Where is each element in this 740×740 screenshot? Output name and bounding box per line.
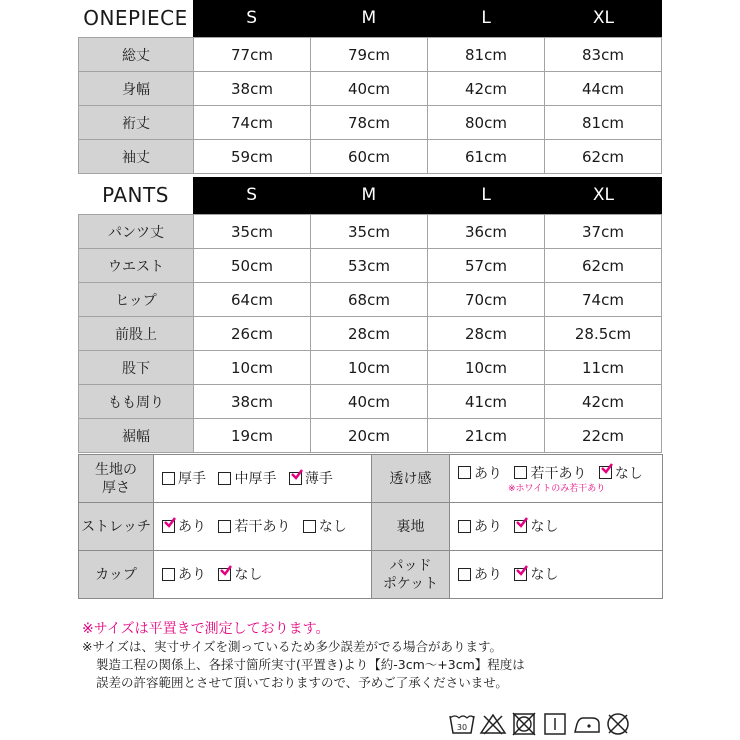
pants-header [78, 177, 662, 214]
checkbox-icon [162, 568, 175, 581]
checkbox-icon [162, 472, 175, 485]
cup-label: カップ [79, 551, 154, 599]
row-label: パンツ丈 [79, 215, 194, 249]
checked-checkbox-icon [599, 466, 612, 479]
checkbox-icon [458, 568, 471, 581]
row-label: ヒップ [79, 283, 194, 317]
cell: 74cm [194, 106, 311, 140]
option-yes: あり [458, 564, 502, 584]
size-xl-header: XL [592, 8, 614, 28]
option-no: なし [218, 564, 262, 584]
row-label: もも周り [79, 385, 194, 419]
sheer-options [450, 455, 663, 503]
cell: 19cm [194, 419, 311, 453]
row-label: 身幅 [79, 72, 194, 106]
row-label: 裄丈 [79, 106, 194, 140]
cell: 38cm [194, 385, 311, 419]
option-thick: 厚手 [162, 468, 206, 488]
cell: 83cm [545, 38, 662, 72]
onepiece-grid [78, 37, 662, 174]
cup-options [154, 551, 372, 599]
size-s-header: S [246, 8, 258, 28]
stretch-label: ストレッチ [79, 503, 154, 551]
table-row [79, 249, 662, 283]
cell: 62cm [545, 140, 662, 174]
option-yes: あり [458, 463, 502, 483]
onepiece-header [78, 0, 662, 37]
cell: 26cm [194, 317, 311, 351]
checkbox-icon [303, 520, 316, 533]
cell: 50cm [194, 249, 311, 283]
checked-checkbox-icon [514, 520, 527, 533]
option-yes: あり [458, 516, 502, 536]
line-dry-icon [541, 712, 569, 736]
disclaimer-line: ※サイズは、実寸サイズを測っているため多少誤差がでる場合があります。 [82, 639, 502, 654]
option-slightly: 若干あり [218, 516, 290, 536]
cell: 44cm [545, 72, 662, 106]
row-label: 総丈 [79, 38, 194, 72]
table-row [79, 72, 662, 106]
row-label: 前股上 [79, 317, 194, 351]
checkbox-icon [458, 466, 471, 479]
table-row [79, 283, 662, 317]
cell: 21cm [428, 419, 545, 453]
pants-grid [78, 214, 662, 453]
cell: 81cm [428, 38, 545, 72]
size-m-header: M [361, 8, 377, 28]
option-slightly: 若干あり [514, 463, 586, 483]
size-s-header: S [246, 185, 258, 205]
option-no: なし [514, 564, 558, 584]
cell: 80cm [428, 106, 545, 140]
table-row [79, 551, 663, 599]
row-label: 裾幅 [79, 419, 194, 453]
cell: 10cm [194, 351, 311, 385]
onepiece-title: ONEPIECE [83, 6, 188, 30]
cell: 10cm [311, 351, 428, 385]
cell: 11cm [545, 351, 662, 385]
option-no: なし [599, 463, 643, 483]
measurement-note: ※サイズは平置きで測定しております。 [82, 621, 330, 637]
pad-pocket-options [450, 551, 663, 599]
cell: 61cm [428, 140, 545, 174]
sheer-label: 透け感 [372, 455, 450, 503]
table-row [79, 419, 662, 453]
size-disclaimer [82, 638, 525, 692]
cell: 37cm [545, 215, 662, 249]
checked-checkbox-icon [514, 568, 527, 581]
checkbox-icon [514, 466, 527, 479]
cell: 57cm [428, 249, 545, 283]
thickness-options [154, 455, 372, 503]
checked-checkbox-icon [162, 520, 175, 533]
cell: 74cm [545, 283, 662, 317]
option-no: なし [303, 516, 347, 536]
cell: 78cm [311, 106, 428, 140]
table-row [79, 140, 662, 174]
cell: 59cm [194, 140, 311, 174]
checkbox-icon [458, 520, 471, 533]
cell: 22cm [545, 419, 662, 453]
stretch-options [154, 503, 372, 551]
cell: 41cm [428, 385, 545, 419]
size-l-header: L [481, 185, 491, 205]
lining-options [450, 503, 663, 551]
svg-text:30: 30 [456, 723, 468, 732]
checked-checkbox-icon [289, 472, 302, 485]
cell: 62cm [545, 249, 662, 283]
table-row [79, 215, 662, 249]
cell: 42cm [545, 385, 662, 419]
cell: 60cm [311, 140, 428, 174]
option-yes: あり [162, 564, 206, 584]
cell: 28.5cm [545, 317, 662, 351]
disclaimer-line: 製造工程の関係上、各採寸箇所実寸(平置き)より【約-3cm〜+3cm】程度は [96, 657, 525, 672]
cell: 36cm [428, 215, 545, 249]
table-row [79, 351, 662, 385]
cell: 10cm [428, 351, 545, 385]
size-m-header: M [361, 185, 377, 205]
no-tumble-dry-icon [510, 712, 538, 736]
sheer-note: ※ホワイトのみ若干あり [508, 484, 606, 495]
cell: 28cm [311, 317, 428, 351]
onepiece-size-table [78, 0, 662, 174]
onepiece-size-header [193, 0, 662, 37]
lining-label: 裏地 [372, 503, 450, 551]
checkbox-icon [218, 472, 231, 485]
cell: 64cm [194, 283, 311, 317]
checkbox-icon [218, 520, 231, 533]
row-label: ウエスト [79, 249, 194, 283]
cell: 20cm [311, 419, 428, 453]
no-bleach-icon [479, 712, 507, 736]
option-no: なし [514, 516, 558, 536]
cell: 35cm [311, 215, 428, 249]
material-table [78, 454, 663, 599]
table-row [79, 385, 662, 419]
disclaimer-line: 誤差の許容範囲とさせて頂いておりますので、予めご了承くださいませ。 [96, 675, 508, 690]
cell: 68cm [311, 283, 428, 317]
table-row [79, 317, 662, 351]
option-yes: あり [162, 516, 206, 536]
table-row [79, 503, 663, 551]
table-row [79, 106, 662, 140]
cell: 28cm [428, 317, 545, 351]
cell: 79cm [311, 38, 428, 72]
size-xl-header: XL [592, 185, 614, 205]
size-l-header: L [481, 8, 491, 28]
row-label: 袖丈 [79, 140, 194, 174]
no-dry-clean-icon [604, 712, 632, 736]
row-label: 股下 [79, 351, 194, 385]
pants-title: PANTS [102, 183, 169, 207]
pad-pocket-label: パッド ポケット [372, 551, 450, 599]
cell: 70cm [428, 283, 545, 317]
table-row [79, 38, 662, 72]
cell: 77cm [194, 38, 311, 72]
wash-30-icon [448, 712, 476, 736]
cell: 42cm [428, 72, 545, 106]
cell: 81cm [545, 106, 662, 140]
cell: 40cm [311, 385, 428, 419]
option-thin: 薄手 [289, 468, 333, 488]
cell: 40cm [311, 72, 428, 106]
cell: 38cm [194, 72, 311, 106]
table-row [79, 455, 663, 503]
pants-size-table [78, 177, 662, 453]
cell: 53cm [311, 249, 428, 283]
thickness-label: 生地の 厚さ [79, 455, 154, 503]
iron-low-icon [572, 712, 602, 736]
checked-checkbox-icon [218, 568, 231, 581]
cell: 35cm [194, 215, 311, 249]
option-medium-thick: 中厚手 [218, 468, 276, 488]
pants-size-header [193, 177, 662, 214]
